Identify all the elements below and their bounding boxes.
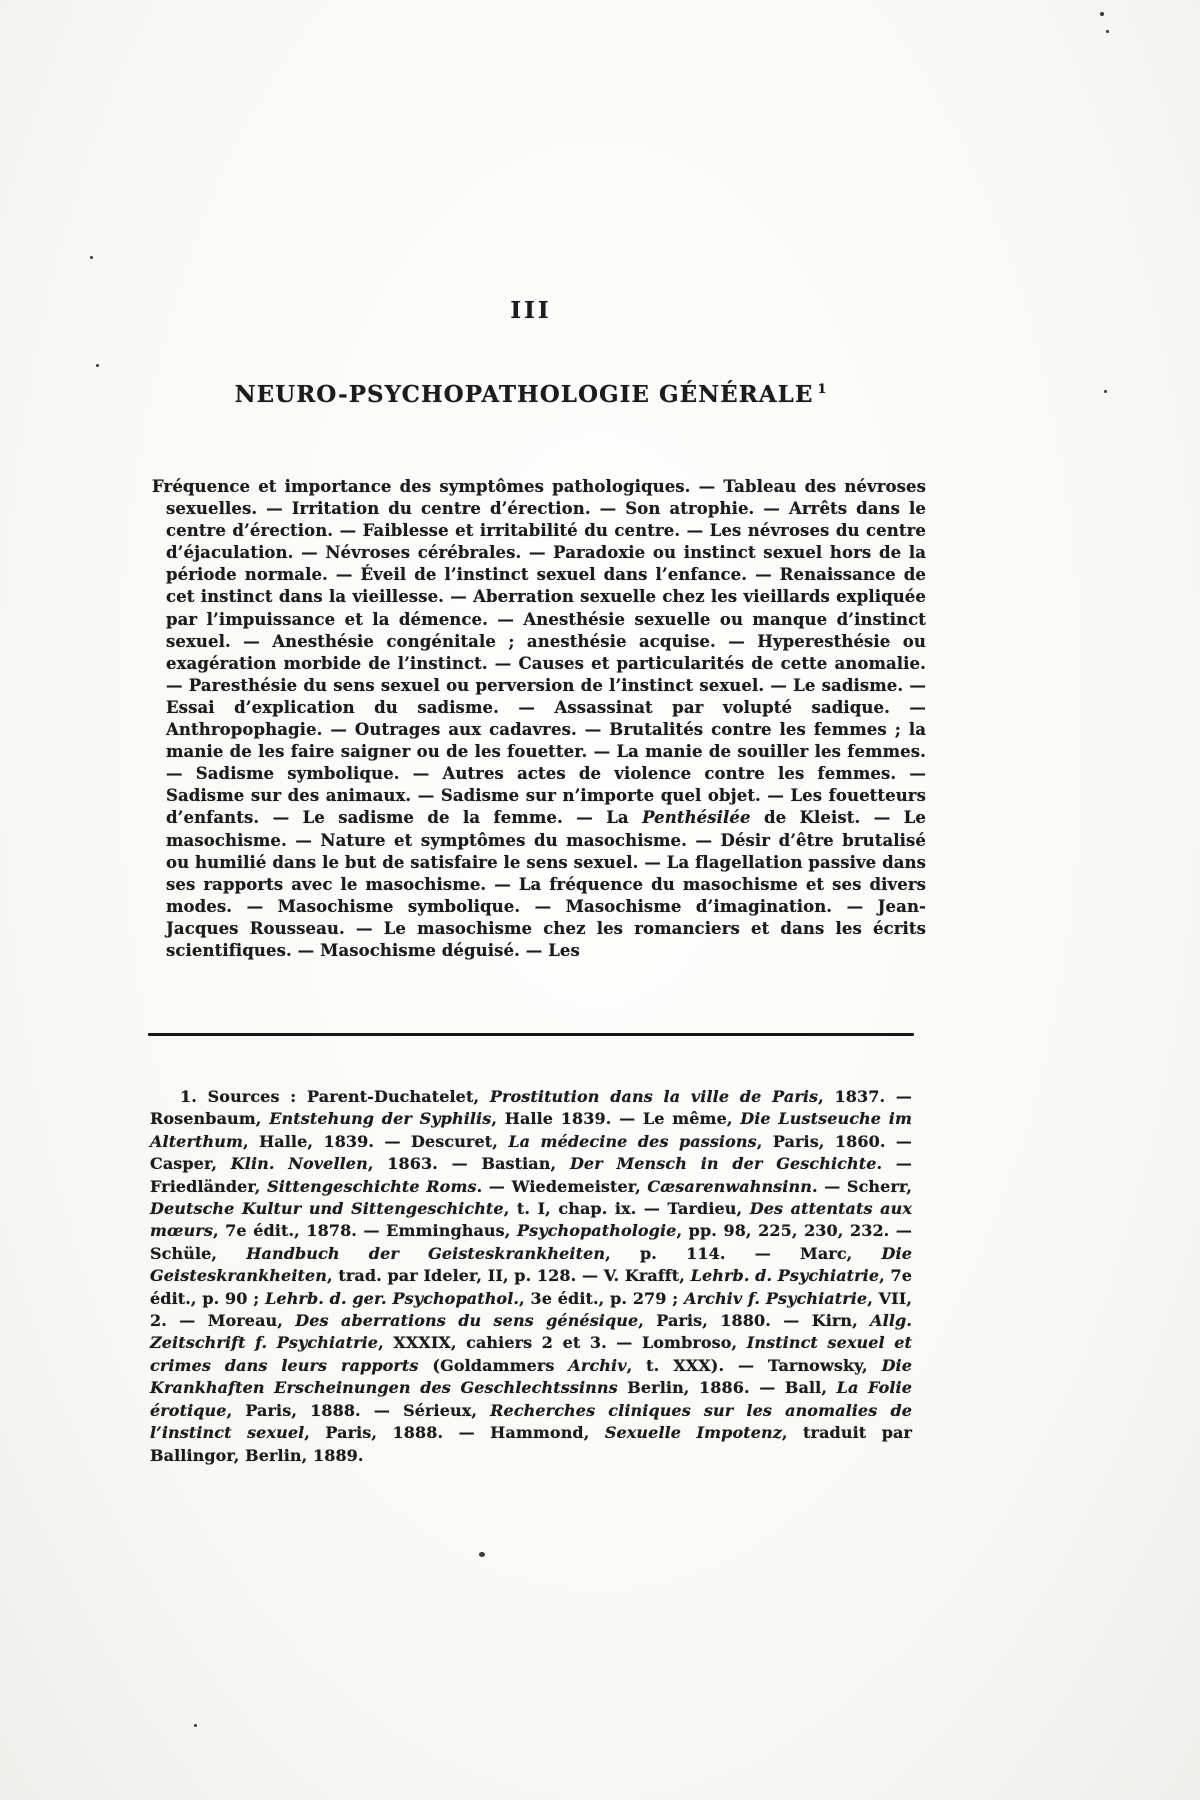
scan-speckle (1106, 30, 1109, 33)
scan-speckle (90, 256, 93, 259)
scan-speckle (194, 1724, 197, 1727)
scan-speckle (1104, 390, 1107, 393)
footnote: 1. Sources : Parent-Duchatelet, Prostitution dans la ville de Paris, 1837. — Rosenbaum, Entstehung der Syphilis, Halle 1839. — Le même, Die Lustseuche im Alterthum, Halle, 1839. — Descuret, La médecine des passions, Paris, 1860. — Casper, Klin. Novellen, 1863. — Bastian, Der Mensch in der Geschichte. — Friedländer, Sittengeschichte Roms. — Wiedemeister, Cæsarenwahnsinn. — Scherr, Deutsche Kultur und Sittengeschichte, t. I, chap. ix. — Tardieu, Des attentats aux mœurs, 7e édit., 1878. — Emminghaus, Psychopathologie, pp. 98, 225, 230, 232. — Schüle, Handbuch der Geisteskrankheiten, p. 114. — Marc, Die Geisteskrankheiten, trad. par Ideler, II, p. 128. — V. Krafft, Lehrb. d. Psychiatrie, 7e édit., p. 90 ; Lehrb. d. ger. Psychopathol., 3e édit., p. 279 ; Archiv f. Psychiatrie, VII, 2. — Moreau, Des aberrations du sens génésique, Paris, 1880. — Kirn, Allg. Zeitschrift f. Psychiatrie, XXXIX, cahiers 2 et 3. — Lombroso, Instinct sexuel et crimes dans leurs rapports (Goldammers Archiv, t. XXX). — Tarnowsky, Die Krankhaften Erscheinungen des Geschlechtssinns Berlin, 1886. — Ball, La Folie érotique, Paris, 1888. — Sérieux, Recherches cliniques sur les anomalies de l’instinct sexuel, Paris, 1888. — Hammond, Sexuelle Impotenz, traduit par Ballingor, Berlin, 1889. (150, 1087, 913, 1465)
scan-speckle (479, 1552, 485, 1557)
scan-speckle (96, 364, 99, 367)
title-footnote-mark: 1 (817, 382, 828, 398)
scan-speckle (1100, 12, 1104, 16)
footnote-divider (148, 1033, 914, 1036)
page-title-text: NEURO-PSYCHOPATHOLOGIE GÉNÉRALE (234, 381, 814, 408)
page-title (120, 381, 942, 408)
chapter-number: III (510, 297, 552, 324)
chapter-summary: Fréquence et importance des symptômes pathologiques. — Tableau des névroses sexuelles. — Irritation du centre d’érection. — Son atrophie. — Arrêts dans le centre d’érection. — Faiblesse et irritabilité du centre. — Les névroses du centre d’éjaculation. — Névroses cérébrales. — Paradoxie ou instinct sexuel hors de la période normale. — Éveil de l’instinct sexuel dans l’enfance. — Renaissance de cet instinct dans la vieillesse. — Aberration sexuelle chez les vieillards expliquée par l’impuissance et la démence. — Anesthésie sexuelle ou manque d’instinct sexuel. — Anesthésie congénitale ; anesthésie acquise. — Hyperesthésie ou exagération morbide de l’instinct. — Causes et particularités de cette anomalie. — Paresthésie du sens sexuel ou perversion de l’instinct sexuel. — Le sadisme. — Essai d’explication du sadisme. — Assassinat par volupté sadique. — Anthropophagie. — Outrages aux cadavres. — Brutalités contre les femmes ; la manie de les faire saigner ou de les fouetter. — La manie de souiller les femmes. — Sadisme symbolique. — Autres actes de violence contre les femmes. — Sadisme sur des animaux. — Sadisme sur n’importe quel objet. — Les fouetteurs d’enfants. — Le sadisme de la femme. — La Penthésilée de Kleist. — Le masochisme. — Nature et symptômes du masochisme. — Désir d’être brutalisé ou humilié dans le but de satisfaire le sens sexuel. — La flagellation passive dans ses rapports avec le masochisme. — La fréquence du masochisme et ses divers modes. — Masochisme symbolique. — Masochisme d’imagination. — Jean-Jacques Rousseau. — Le masochisme chez les romanciers et dans les écrits scientifiques. — Masochisme déguisé. — Les (152, 477, 926, 960)
